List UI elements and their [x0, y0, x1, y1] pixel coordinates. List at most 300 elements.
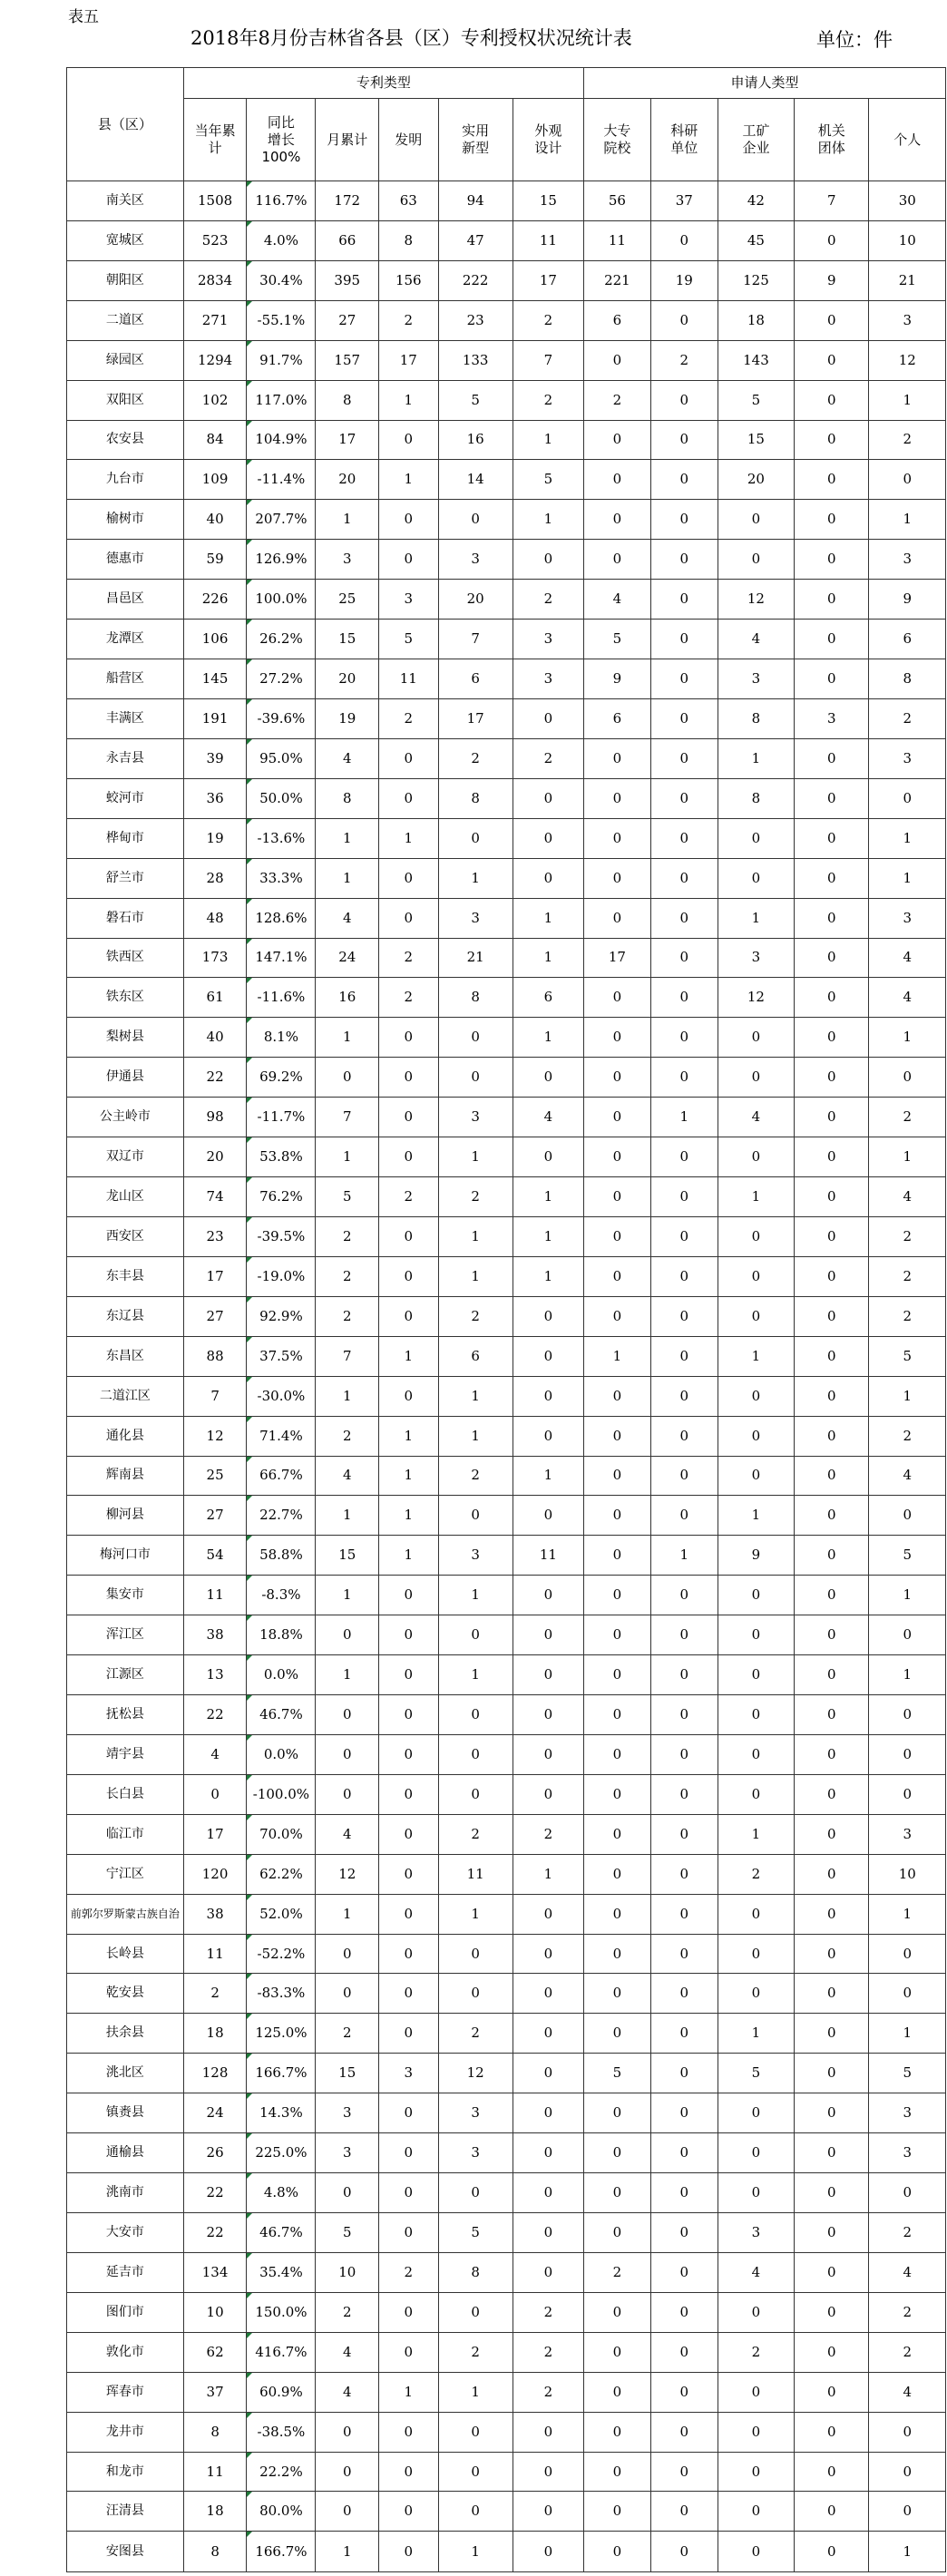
- cell-research: 0: [650, 300, 718, 340]
- cell-year-total: 0: [183, 1774, 247, 1814]
- cell-invention: 0: [379, 1376, 438, 1416]
- cell-research: 0: [650, 2133, 718, 2173]
- cell-design: 0: [513, 1496, 583, 1536]
- cell-county: 镇赉县: [67, 2093, 184, 2133]
- cell-month-total: 3: [316, 2093, 379, 2133]
- table-row: [67, 1336, 946, 1376]
- cell-growth-value: 0.0%: [263, 1745, 298, 1762]
- cell-individual: 0: [869, 2492, 946, 2532]
- cell-growth-value: -52.2%: [257, 1945, 306, 1962]
- header-line: 单位: [670, 140, 698, 156]
- cell-enterprise: 12: [718, 580, 794, 620]
- cell-invention: 0: [379, 2213, 438, 2253]
- cell-design: 1: [513, 1018, 583, 1058]
- cell-growth-value: 33.3%: [259, 869, 303, 886]
- cell-utility: 3: [438, 2133, 513, 2173]
- cell-invention: 0: [379, 1655, 438, 1695]
- cell-month-total: 27: [316, 300, 379, 340]
- cell-invention: 1: [379, 1496, 438, 1536]
- cell-enterprise: 0: [718, 1576, 794, 1615]
- table-row: [67, 2173, 946, 2213]
- table-row: [67, 1894, 946, 1934]
- cell-research: 0: [650, 220, 718, 260]
- cell-year-total: 128: [183, 2054, 247, 2093]
- cell-marker: [247, 1018, 252, 1023]
- cell-utility: 3: [438, 1536, 513, 1576]
- cell-design: 0: [513, 778, 583, 818]
- cell-invention: 1: [379, 818, 438, 858]
- cell-growth-value: -8.3%: [261, 1586, 301, 1604]
- cell-invention: 0: [379, 1137, 438, 1177]
- cell-individual: 5: [869, 2054, 946, 2093]
- cell-institution: 0: [795, 1216, 869, 1256]
- cell-research: 0: [650, 698, 718, 738]
- cell-year-total: 226: [183, 580, 247, 620]
- cell-enterprise: 0: [718, 818, 794, 858]
- cell-growth-value: 80.0%: [259, 2503, 303, 2520]
- table-row: [67, 2332, 946, 2372]
- cell-year-total: 54: [183, 1536, 247, 1576]
- cell-utility: 16: [438, 420, 513, 460]
- cell-research: 0: [650, 1177, 718, 1217]
- cell-growth-value: -11.4%: [257, 471, 306, 488]
- cell-growth: [247, 2332, 316, 2372]
- cell-invention: 2: [379, 698, 438, 738]
- cell-growth-value: 46.7%: [259, 1705, 303, 1722]
- cell-college: 0: [583, 1536, 650, 1576]
- cell-county: 梅河口市: [67, 1536, 184, 1576]
- cell-month-total: 1: [316, 1496, 379, 1536]
- cell-research: 0: [650, 898, 718, 938]
- cell-college: 0: [583, 1695, 650, 1735]
- cell-individual: 0: [869, 2173, 946, 2213]
- cell-college: 0: [583, 340, 650, 380]
- cell-utility: 0: [438, 1695, 513, 1735]
- cell-utility: 0: [438, 818, 513, 858]
- cell-invention: 11: [379, 659, 438, 699]
- cell-month-total: 172: [316, 181, 379, 221]
- header-line: 同比: [267, 113, 295, 131]
- cell-growth: [247, 1058, 316, 1098]
- cell-growth-value: -19.0%: [257, 1267, 306, 1284]
- cell-college: 4: [583, 580, 650, 620]
- cell-institution: 0: [795, 1854, 869, 1894]
- cell-design: 0: [513, 1615, 583, 1655]
- cell-county: 柳河县: [67, 1496, 184, 1536]
- cell-county: 双阳区: [67, 380, 184, 420]
- cell-month-total: 1: [316, 858, 379, 898]
- cell-design: 0: [513, 818, 583, 858]
- cell-college: 0: [583, 2213, 650, 2253]
- cell-month-total: 2: [316, 1416, 379, 1456]
- cell-marker: [247, 2373, 252, 2378]
- cell-county: 朝阳区: [67, 260, 184, 300]
- cell-individual: 4: [869, 2372, 946, 2412]
- cell-individual: 1: [869, 380, 946, 420]
- cell-individual: 3: [869, 2133, 946, 2173]
- cell-growth: [247, 2252, 316, 2292]
- cell-enterprise: 8: [718, 778, 794, 818]
- cell-marker: [247, 2014, 252, 2019]
- cell-research: 0: [650, 460, 718, 500]
- cell-college: 0: [583, 1256, 650, 1296]
- cell-growth-value: 92.9%: [259, 1307, 303, 1324]
- cell-marker: [247, 1974, 252, 1979]
- cell-enterprise: 0: [718, 1416, 794, 1456]
- cell-county: 南关区: [67, 181, 184, 221]
- cell-research: 0: [650, 2452, 718, 2492]
- cell-county: 图们市: [67, 2292, 184, 2332]
- cell-invention: 8: [379, 220, 438, 260]
- cell-marker: [247, 1257, 252, 1263]
- cell-growth: [247, 738, 316, 778]
- table-row: [67, 1655, 946, 1695]
- cell-institution: 0: [795, 2093, 869, 2133]
- cell-marker: [247, 381, 252, 386]
- cell-month-total: 2: [316, 1216, 379, 1256]
- cell-marker: [247, 580, 252, 585]
- table-row: [67, 1376, 946, 1416]
- cell-individual: 1: [869, 1376, 946, 1416]
- header-line: 院校: [603, 140, 631, 156]
- table-row: [67, 2093, 946, 2133]
- table-row: [67, 2492, 946, 2532]
- cell-research: 0: [650, 1496, 718, 1536]
- cell-research: 0: [650, 380, 718, 420]
- cell-year-total: 62: [183, 2332, 247, 2372]
- cell-college: 0: [583, 1137, 650, 1177]
- cell-enterprise: 1: [718, 1177, 794, 1217]
- cell-design: 5: [513, 460, 583, 500]
- cell-year-total: 61: [183, 978, 247, 1018]
- cell-year-total: 17: [183, 1814, 247, 1854]
- cell-individual: 1: [869, 2014, 946, 2054]
- cell-design: 2: [513, 2332, 583, 2372]
- cell-research: 0: [650, 2054, 718, 2093]
- cell-institution: 0: [795, 1256, 869, 1296]
- cell-individual: 1: [869, 1018, 946, 1058]
- cell-college: 0: [583, 1774, 650, 1814]
- cell-college: 0: [583, 1177, 650, 1217]
- cell-college: 0: [583, 1216, 650, 1256]
- cell-growth: [247, 2054, 316, 2093]
- cell-institution: 0: [795, 1814, 869, 1854]
- cell-year-total: 74: [183, 1177, 247, 1217]
- table-row: [67, 698, 946, 738]
- cell-year-total: 48: [183, 898, 247, 938]
- cell-individual: 3: [869, 738, 946, 778]
- header-month-total: [316, 99, 379, 181]
- cell-marker: [247, 1137, 252, 1143]
- table-row: [67, 1734, 946, 1774]
- cell-research: 0: [650, 1814, 718, 1854]
- cell-growth-value: 117.0%: [255, 391, 308, 408]
- cell-enterprise: 3: [718, 938, 794, 978]
- table-row: [67, 1416, 946, 1456]
- cell-invention: 5: [379, 620, 438, 659]
- cell-enterprise: 1: [718, 1496, 794, 1536]
- cell-institution: 0: [795, 1098, 869, 1137]
- cell-design: 17: [513, 260, 583, 300]
- cell-invention: 0: [379, 738, 438, 778]
- cell-year-total: 2: [183, 1974, 247, 2014]
- cell-growth: [247, 1216, 316, 1256]
- cell-growth: [247, 260, 316, 300]
- cell-growth: [247, 220, 316, 260]
- cell-growth: [247, 1974, 316, 2014]
- cell-utility: 0: [438, 1974, 513, 2014]
- cell-design: 0: [513, 1137, 583, 1177]
- cell-growth: [247, 1814, 316, 1854]
- cell-utility: 14: [438, 460, 513, 500]
- table-row: [67, 460, 946, 500]
- cell-month-total: 1: [316, 818, 379, 858]
- cell-growth-value: -11.7%: [257, 1108, 306, 1126]
- cell-research: 0: [650, 420, 718, 460]
- cell-institution: 0: [795, 1416, 869, 1456]
- cell-research: 0: [650, 1894, 718, 1934]
- table-row: [67, 1456, 946, 1496]
- cell-college: 0: [583, 2292, 650, 2332]
- header-college: [583, 99, 650, 181]
- cell-design: 0: [513, 1695, 583, 1735]
- cell-individual: 0: [869, 2452, 946, 2492]
- cell-enterprise: 2: [718, 1854, 794, 1894]
- cell-research: 0: [650, 659, 718, 699]
- cell-utility: 2: [438, 1296, 513, 1336]
- cell-enterprise: 4: [718, 1098, 794, 1137]
- cell-institution: 0: [795, 2292, 869, 2332]
- cell-invention: 0: [379, 1098, 438, 1137]
- cell-research: 0: [650, 2292, 718, 2332]
- cell-enterprise: 0: [718, 1137, 794, 1177]
- table-row: [67, 1018, 946, 1058]
- cell-marker: [247, 1935, 252, 1940]
- cell-college: 0: [583, 540, 650, 580]
- cell-marker: [247, 1058, 252, 1063]
- table-row: [67, 1256, 946, 1296]
- cell-college: 0: [583, 1376, 650, 1416]
- cell-individual: 0: [869, 1058, 946, 1098]
- cell-college: 17: [583, 938, 650, 978]
- cell-county: 丰满区: [67, 698, 184, 738]
- cell-growth-value: 4.0%: [263, 231, 298, 249]
- cell-college: 6: [583, 300, 650, 340]
- cell-individual: 0: [869, 1615, 946, 1655]
- cell-individual: 1: [869, 1576, 946, 1615]
- cell-utility: 12: [438, 2054, 513, 2093]
- cell-county: 浑江区: [67, 1615, 184, 1655]
- cell-invention: 0: [379, 1814, 438, 1854]
- cell-individual: 2: [869, 2332, 946, 2372]
- cell-growth-value: 22.7%: [259, 1507, 303, 1524]
- cell-marker: [247, 1536, 252, 1541]
- cell-individual: 10: [869, 220, 946, 260]
- table-row: [67, 738, 946, 778]
- cell-institution: 0: [795, 2213, 869, 2253]
- cell-research: 0: [650, 1734, 718, 1774]
- cell-college: 0: [583, 1098, 650, 1137]
- cell-institution: 0: [795, 1774, 869, 1814]
- cell-design: 0: [513, 2054, 583, 2093]
- cell-utility: 1: [438, 1256, 513, 1296]
- cell-growth-value: 66.7%: [259, 1467, 303, 1484]
- cell-marker: [247, 1337, 252, 1342]
- cell-growth: [247, 1416, 316, 1456]
- cell-county: 和龙市: [67, 2452, 184, 2492]
- cell-utility: 3: [438, 1098, 513, 1137]
- cell-institution: 0: [795, 1536, 869, 1576]
- cell-individual: 2: [869, 1296, 946, 1336]
- cell-marker: [247, 1297, 252, 1303]
- cell-utility: 5: [438, 2213, 513, 2253]
- cell-enterprise: 3: [718, 2213, 794, 2253]
- cell-county: 乾安县: [67, 1974, 184, 2014]
- cell-research: 0: [650, 1774, 718, 1814]
- cell-college: 0: [583, 738, 650, 778]
- cell-utility: 8: [438, 778, 513, 818]
- cell-growth: [247, 1655, 316, 1695]
- cell-college: 2: [583, 380, 650, 420]
- cell-college: 0: [583, 1496, 650, 1536]
- cell-design: 0: [513, 2532, 583, 2572]
- cell-county: 蛟河市: [67, 778, 184, 818]
- cell-research: 0: [650, 1376, 718, 1416]
- cell-county: 通榆县: [67, 2133, 184, 2173]
- cell-individual: 2: [869, 2292, 946, 2332]
- cell-research: 0: [650, 500, 718, 540]
- cell-growth-value: 35.4%: [259, 2263, 303, 2280]
- cell-college: 0: [583, 1894, 650, 1934]
- cell-design: 1: [513, 1216, 583, 1256]
- cell-individual: 3: [869, 540, 946, 580]
- header-line: 当年累: [194, 122, 236, 139]
- cell-college: 0: [583, 1456, 650, 1496]
- cell-growth-value: 46.7%: [259, 2223, 303, 2240]
- cell-county: 桦甸市: [67, 818, 184, 858]
- cell-growth: [247, 1456, 316, 1496]
- cell-invention: 0: [379, 1256, 438, 1296]
- cell-marker: [247, 739, 252, 745]
- cell-design: 3: [513, 659, 583, 699]
- cell-growth: [247, 858, 316, 898]
- cell-design: 0: [513, 2492, 583, 2532]
- cell-institution: 0: [795, 2332, 869, 2372]
- cell-month-total: 17: [316, 420, 379, 460]
- cell-marker: [247, 779, 252, 785]
- cell-college: 0: [583, 500, 650, 540]
- table-row: [67, 181, 946, 221]
- cell-month-total: 8: [316, 380, 379, 420]
- cell-institution: 0: [795, 1576, 869, 1615]
- cell-growth: [247, 978, 316, 1018]
- cell-enterprise: 0: [718, 1894, 794, 1934]
- cell-month-total: 1: [316, 2532, 379, 2572]
- cell-design: 1: [513, 1456, 583, 1496]
- cell-individual: 1: [869, 1137, 946, 1177]
- cell-utility: 1: [438, 1416, 513, 1456]
- cell-enterprise: 0: [718, 2372, 794, 2412]
- cell-growth: [247, 420, 316, 460]
- cell-growth-value: 0.0%: [263, 1666, 298, 1683]
- cell-research: 1: [650, 1098, 718, 1137]
- cell-growth: [247, 300, 316, 340]
- cell-invention: 3: [379, 2054, 438, 2093]
- cell-college: 0: [583, 1416, 650, 1456]
- cell-enterprise: 0: [718, 2412, 794, 2452]
- cell-year-total: 59: [183, 540, 247, 580]
- cell-research: 0: [650, 978, 718, 1018]
- table-row: [67, 580, 946, 620]
- cell-research: 0: [650, 2213, 718, 2253]
- cell-growth: [247, 2452, 316, 2492]
- cell-college: 0: [583, 1814, 650, 1854]
- page-title: 2018年8月份吉林省各县（区）专利授权状况统计表: [190, 27, 632, 49]
- cell-individual: 0: [869, 1934, 946, 1974]
- cell-research: 0: [650, 1934, 718, 1974]
- cell-design: 0: [513, 1336, 583, 1376]
- cell-growth: [247, 340, 316, 380]
- cell-year-total: 28: [183, 858, 247, 898]
- table-row: [67, 500, 946, 540]
- cell-county: 珲春市: [67, 2372, 184, 2412]
- cell-utility: 6: [438, 1336, 513, 1376]
- cell-growth-value: 104.9%: [255, 431, 308, 448]
- cell-growth: [247, 1376, 316, 1416]
- header-invention: [379, 99, 438, 181]
- cell-utility: 7: [438, 620, 513, 659]
- cell-growth-value: -83.3%: [257, 1985, 306, 2002]
- cell-individual: 3: [869, 2093, 946, 2133]
- cell-institution: 0: [795, 898, 869, 938]
- cell-individual: 1: [869, 858, 946, 898]
- cell-growth: [247, 1894, 316, 1934]
- cell-design: 0: [513, 858, 583, 898]
- cell-enterprise: 1: [718, 738, 794, 778]
- cell-invention: 0: [379, 1576, 438, 1615]
- cell-month-total: 4: [316, 2332, 379, 2372]
- cell-year-total: 36: [183, 778, 247, 818]
- header-design: [513, 99, 583, 181]
- header-growth: [247, 99, 316, 181]
- cell-year-total: 11: [183, 1934, 247, 1974]
- cell-utility: 6: [438, 659, 513, 699]
- cell-growth: [247, 1615, 316, 1655]
- cell-enterprise: 45: [718, 220, 794, 260]
- cell-enterprise: 8: [718, 698, 794, 738]
- cell-enterprise: 4: [718, 620, 794, 659]
- cell-institution: 0: [795, 1496, 869, 1536]
- cell-research: 0: [650, 2014, 718, 2054]
- cell-invention: 0: [379, 2452, 438, 2492]
- cell-institution: 0: [795, 420, 869, 460]
- table-row: [67, 1536, 946, 1576]
- cell-year-total: 13: [183, 1655, 247, 1695]
- header-line: 月累计: [327, 131, 368, 148]
- cell-year-total: 98: [183, 1098, 247, 1137]
- cell-growth: [247, 2372, 316, 2412]
- cell-year-total: 8: [183, 2412, 247, 2452]
- header-line: 企业: [742, 140, 770, 156]
- cell-year-total: 120: [183, 1854, 247, 1894]
- cell-college: 0: [583, 898, 650, 938]
- cell-year-total: 40: [183, 1018, 247, 1058]
- cell-month-total: 2: [316, 1256, 379, 1296]
- cell-individual: 5: [869, 1336, 946, 1376]
- table-row: [67, 778, 946, 818]
- cell-design: 2: [513, 2292, 583, 2332]
- cell-county: 集安市: [67, 1576, 184, 1615]
